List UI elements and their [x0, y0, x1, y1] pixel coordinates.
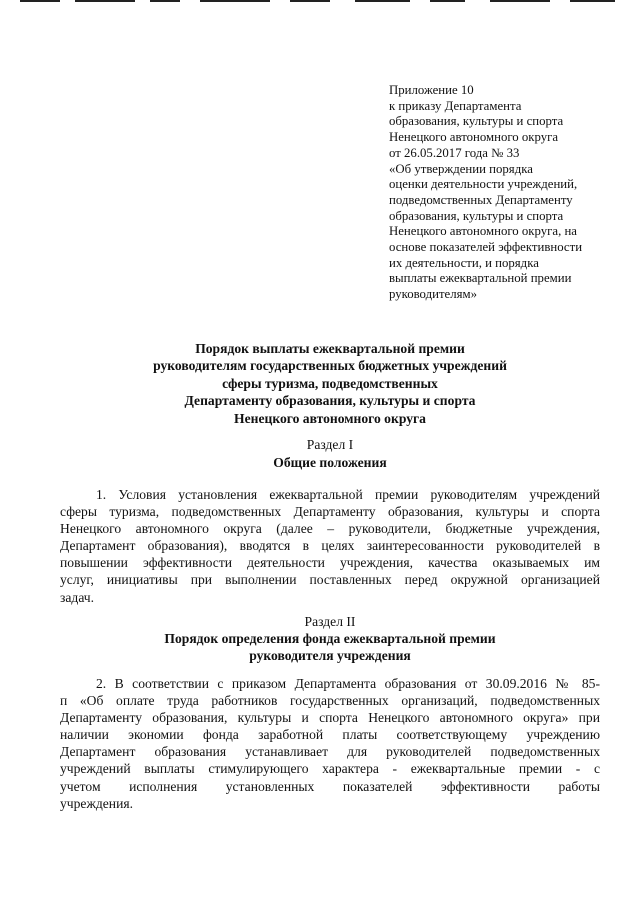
appendix-line: «Об утверждении порядка [389, 161, 533, 176]
paragraph-line: задач. [60, 589, 95, 605]
paragraph-line: наличии экономии фонда заработной платы соответствующему учреждению [60, 727, 600, 743]
section-2-paragraph [60, 675, 600, 812]
section-2-heading-line: Порядок определения фонда ежеквартальной премии [164, 631, 496, 646]
paragraph-line: учреждения. [60, 795, 134, 811]
paragraph-line: п «Об оплате труда работников государственных организаций, подведомственных [60, 693, 600, 709]
paragraph-line: учреждений выплаты стимулирующего характера - ежеквартальные премии - с [60, 761, 600, 777]
document-title [60, 340, 600, 427]
appendix-line: образования, культуры и спорта [389, 208, 564, 223]
section-2-heading-line: руководителя учреждения [249, 648, 411, 663]
scan-edge-marks [0, 0, 640, 4]
section-2-heading [60, 630, 600, 664]
appendix-line: Ненецкого автономного округа, на [389, 224, 577, 239]
paragraph-line: повышении эффективности деятельности учреждения, качества оказываемых им [60, 555, 600, 571]
paragraph-line: учетом исполнения установленных показателей эффективности работы [60, 778, 600, 794]
appendix-line: их деятельности, и порядка [389, 255, 539, 270]
appendix-line: оценки деятельности учреждений, [389, 177, 578, 192]
section-1-number: Раздел I [306, 437, 354, 452]
section-1-heading: Общие положения [273, 455, 387, 470]
appendix-line: Ненецкого автономного округа [389, 130, 559, 145]
paragraph-line: 2. В соответствии с приказом Департамента образования от 30.09.2016 № 85- [96, 676, 600, 691]
appendix-line: к приказу Департамента [389, 98, 522, 113]
paragraph-line: Департаменту образования, культуры и спорта Ненецкого автономного округа» при [60, 710, 600, 726]
paragraph-line: Департамент образования устанавливает для руководителей подведомственных [60, 744, 600, 760]
appendix-line: от 26.05.2017 года № 33 [389, 145, 520, 160]
appendix-block [389, 83, 604, 303]
appendix-line: выплаты ежеквартальной премии [389, 271, 572, 286]
title-line: руководителям государственных бюджетных учреждений [153, 358, 507, 374]
paragraph-line: Ненецкого автономного округа (далее – руководители, бюджетные учреждения, [60, 521, 600, 537]
paragraph-line: Департамент образования), вводятся в целях заинтересованности руководителей в [60, 538, 600, 554]
appendix-line: Приложение 10 [389, 83, 474, 97]
appendix-line: образования, культуры и спорта [389, 114, 564, 129]
appendix-line: основе показателей эффективности [389, 240, 583, 255]
paragraph-line: услуг, инициативы при выполнении поставленных перед окружной организацией [60, 572, 600, 588]
title-line: Порядок выплаты ежеквартальной премии [195, 341, 465, 356]
section-1-paragraph [60, 486, 600, 606]
paragraph-line: сферы туризма, подведомственных Департаменту образования, культуры и спорта [60, 504, 600, 520]
title-line: Ненецкого автономного округа [234, 410, 426, 426]
section-2-number: Раздел II [304, 614, 356, 629]
title-line: Департаменту образования, культуры и спорта [184, 393, 476, 409]
paragraph-line: 1. Условия установления ежеквартальной премии руководителям учреждений [96, 487, 600, 502]
title-line: сферы туризма, подведомственных [222, 375, 438, 391]
appendix-line: руководителям» [389, 287, 477, 302]
appendix-line: подведомственных Департаменту [389, 192, 573, 207]
